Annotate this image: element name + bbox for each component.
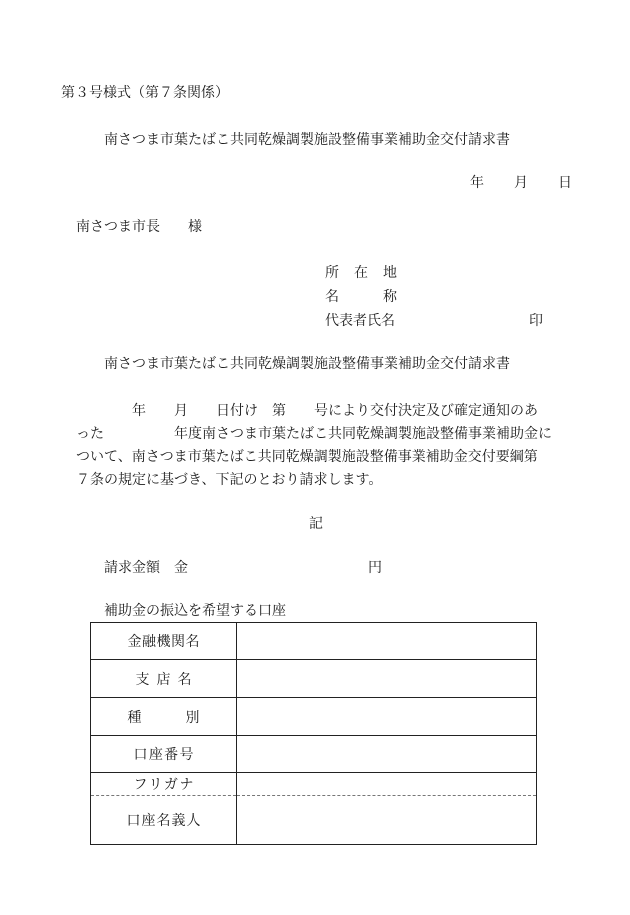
account-number-value[interactable] — [237, 736, 537, 773]
table-row — [91, 773, 537, 796]
body-line: 年 月 日付け 第 号により交付決定及び確定通知のあ — [132, 403, 538, 419]
seal-mark: 印 — [529, 313, 543, 329]
branch-name-label-cell — [91, 660, 237, 698]
table-row — [91, 623, 537, 660]
amount-label: 請求金額 金 — [104, 560, 188, 576]
account-type-value[interactable] — [237, 698, 537, 736]
account-type-label-cell — [91, 698, 237, 736]
address-label: 所在地 — [325, 265, 397, 281]
furigana-label-cell — [91, 773, 237, 796]
bank-name-label-cell — [91, 623, 237, 660]
account-type-label: 種別 — [127, 709, 200, 726]
account-heading: 補助金の振込を希望する口座 — [104, 603, 286, 619]
account-holder-value[interactable] — [237, 796, 537, 845]
table-row — [91, 660, 537, 698]
bank-account-table — [90, 622, 537, 845]
table-row — [91, 736, 537, 773]
account-holder-label-cell — [91, 796, 237, 845]
furigana-value[interactable] — [237, 773, 537, 796]
branch-name-label: 支店名 — [135, 671, 192, 688]
body-line: ついて、南さつま市葉たばこ共同乾燥調製施設整備事業補助金交付要綱第 — [76, 449, 538, 465]
amount-unit: 円 — [368, 560, 382, 576]
bank-name-value[interactable] — [237, 623, 537, 660]
furigana-label: フリガナ — [133, 777, 194, 793]
document-title: 南さつま市葉たばこ共同乾燥調製施設整備事業補助金交付請求書 — [104, 132, 510, 148]
account-holder-label: 口座名義人 — [126, 813, 201, 829]
ki-heading: 記 — [309, 516, 323, 532]
date-day: 日 — [558, 175, 572, 191]
form-number: 第３号様式（第７条関係） — [61, 85, 229, 101]
bank-name-label: 金融機関名 — [127, 634, 200, 650]
date-year: 年 — [470, 175, 484, 191]
addressee: 南さつま市長 様 — [76, 219, 202, 235]
body-line: った 年度南さつま市葉たばこ共同乾燥調製施設整備事業補助金に — [76, 426, 552, 442]
body-line: ７条の規定に基づき、下記のとおり請求します。 — [76, 472, 383, 488]
date-month: 月 — [514, 175, 528, 191]
branch-name-value[interactable] — [237, 660, 537, 698]
table-row — [91, 796, 537, 845]
subtitle: 南さつま市葉たばこ共同乾燥調製施設整備事業補助金交付請求書 — [104, 356, 510, 372]
representative-label: 代表者氏名 — [325, 313, 395, 329]
account-number-label: 口座番号 — [133, 747, 194, 763]
name-label: 名称 — [325, 289, 397, 305]
table-row — [91, 698, 537, 736]
account-number-label-cell — [91, 736, 237, 773]
